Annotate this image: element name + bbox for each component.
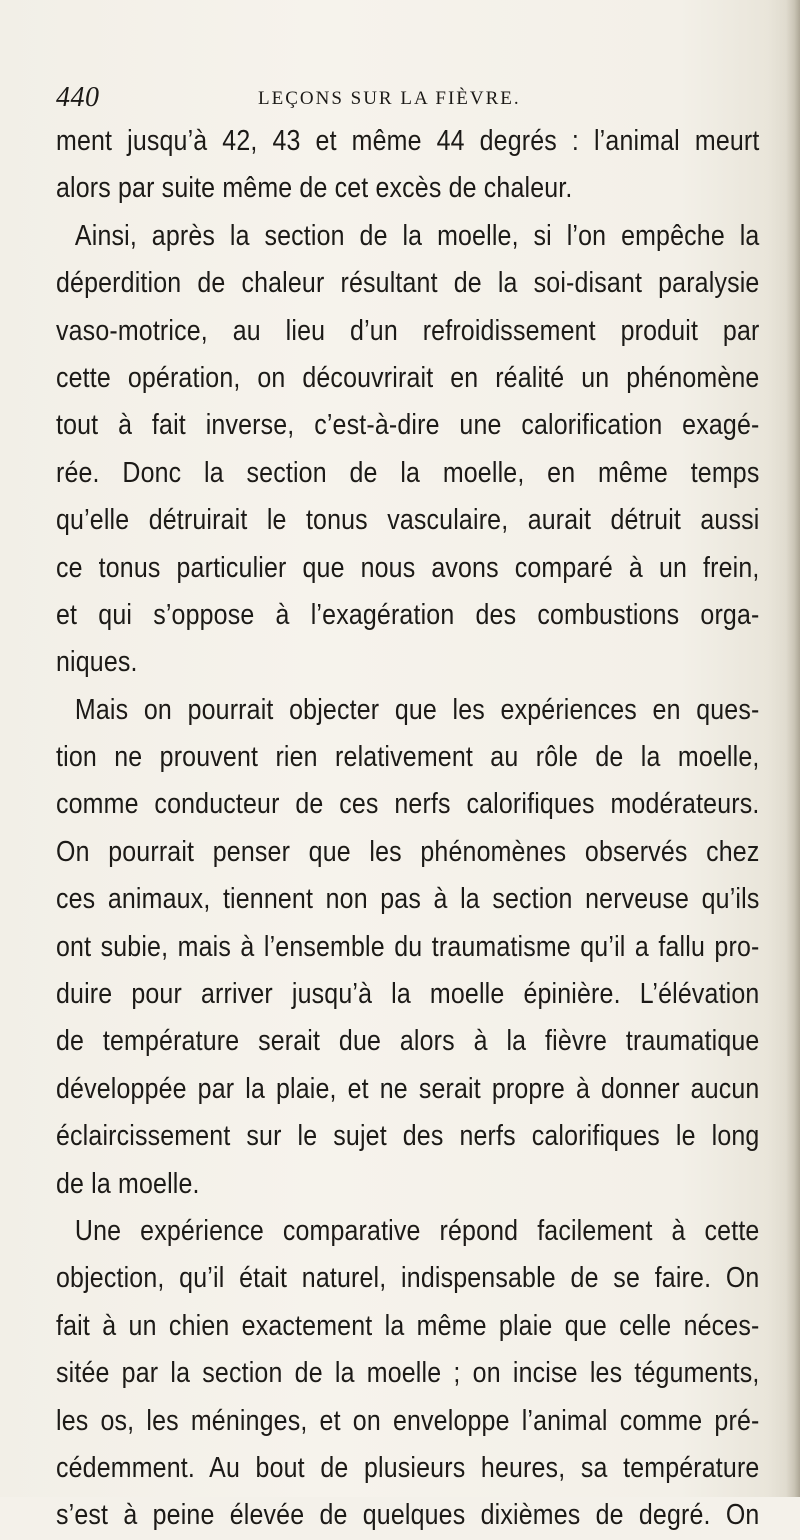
text-line: objection, qu’il était naturel, indispensable de se faire. On [56, 1262, 760, 1295]
text-line: s’est à peine élevée de quelques dixièmes de degré. On [56, 1499, 760, 1532]
text-line: déperdition de chaleur résultant de la soi-disant paralysie [56, 267, 760, 300]
text-line: sitée par la section de la moelle ; on incise les téguments, [56, 1357, 760, 1390]
text-line: duire pour arriver jusqu’à la moelle épinière. L’élévation [56, 978, 760, 1011]
text-line: On pourrait penser que les phénomènes observés chez [56, 835, 760, 868]
text-line: ce tonus particulier que nous avons comparé à un frein, [56, 551, 760, 584]
text-line: Une expérience comparative répond facilement à cette [74, 1214, 760, 1247]
page-number: 440 [56, 82, 100, 113]
text-line: et qui s’oppose à l’exagération des combustions orga- [56, 598, 760, 631]
text-line: vaso-motrice, au lieu d’un refroidissement produit par [56, 314, 760, 347]
text-line: ont subie, mais à l’ensemble du traumatisme qu’il a fallu pro- [56, 930, 760, 963]
text-line: niques. [56, 646, 138, 679]
text-line: rée. Donc la section de la moelle, en même temps [56, 456, 760, 489]
text-line: ment jusqu’à 42, 43 et même 44 degrés : l’animal meurt [56, 125, 760, 157]
text-line: éclaircissement sur le sujet des nerfs calorifiques le long [56, 1120, 760, 1153]
text-line: les os, les méninges, et on enveloppe l’animal comme pré- [56, 1404, 760, 1437]
text-line: de la moelle. [56, 1167, 200, 1200]
text-line: comme conducteur de ces nerfs calorifiques modérateurs. [56, 788, 760, 821]
page-edge-shadow [786, 0, 800, 1497]
running-title: LEÇONS SUR LA FIÈVRE. [258, 88, 521, 109]
text-line: de température serait due alors à la fièvre traumatique [56, 1025, 760, 1058]
text-line: Ainsi, après la section de la moelle, si l’on empêche la [74, 219, 760, 252]
page-header [56, 82, 756, 122]
text-line: cédemment. Au bout de plusieurs heures, sa température [56, 1451, 760, 1484]
text-line: ces animaux, tiennent non pas à la section nerveuse qu’ils [56, 883, 760, 916]
text-line: fait à un chien exactement la même plaie que celle néces- [56, 1309, 760, 1342]
text-line: tout à fait inverse, c’est-à-dire une calorification exagé- [56, 409, 760, 442]
text-line: Mais on pourrait objecter que les expériences en ques- [74, 693, 760, 726]
body-text [56, 118, 760, 1540]
text-line: alors par suite même de cet excès de chaleur. [56, 172, 573, 205]
text-line: qu’elle détruirait le tonus vasculaire, aurait détruit aussi [56, 504, 760, 537]
text-line: cette opération, on découvrirait en réalité un phénomène [56, 361, 760, 394]
text-line: développée par la plaie, et ne serait propre à donner aucun [56, 1072, 760, 1105]
text-line: tion ne prouvent rien relativement au rôle de la moelle, [56, 741, 760, 774]
